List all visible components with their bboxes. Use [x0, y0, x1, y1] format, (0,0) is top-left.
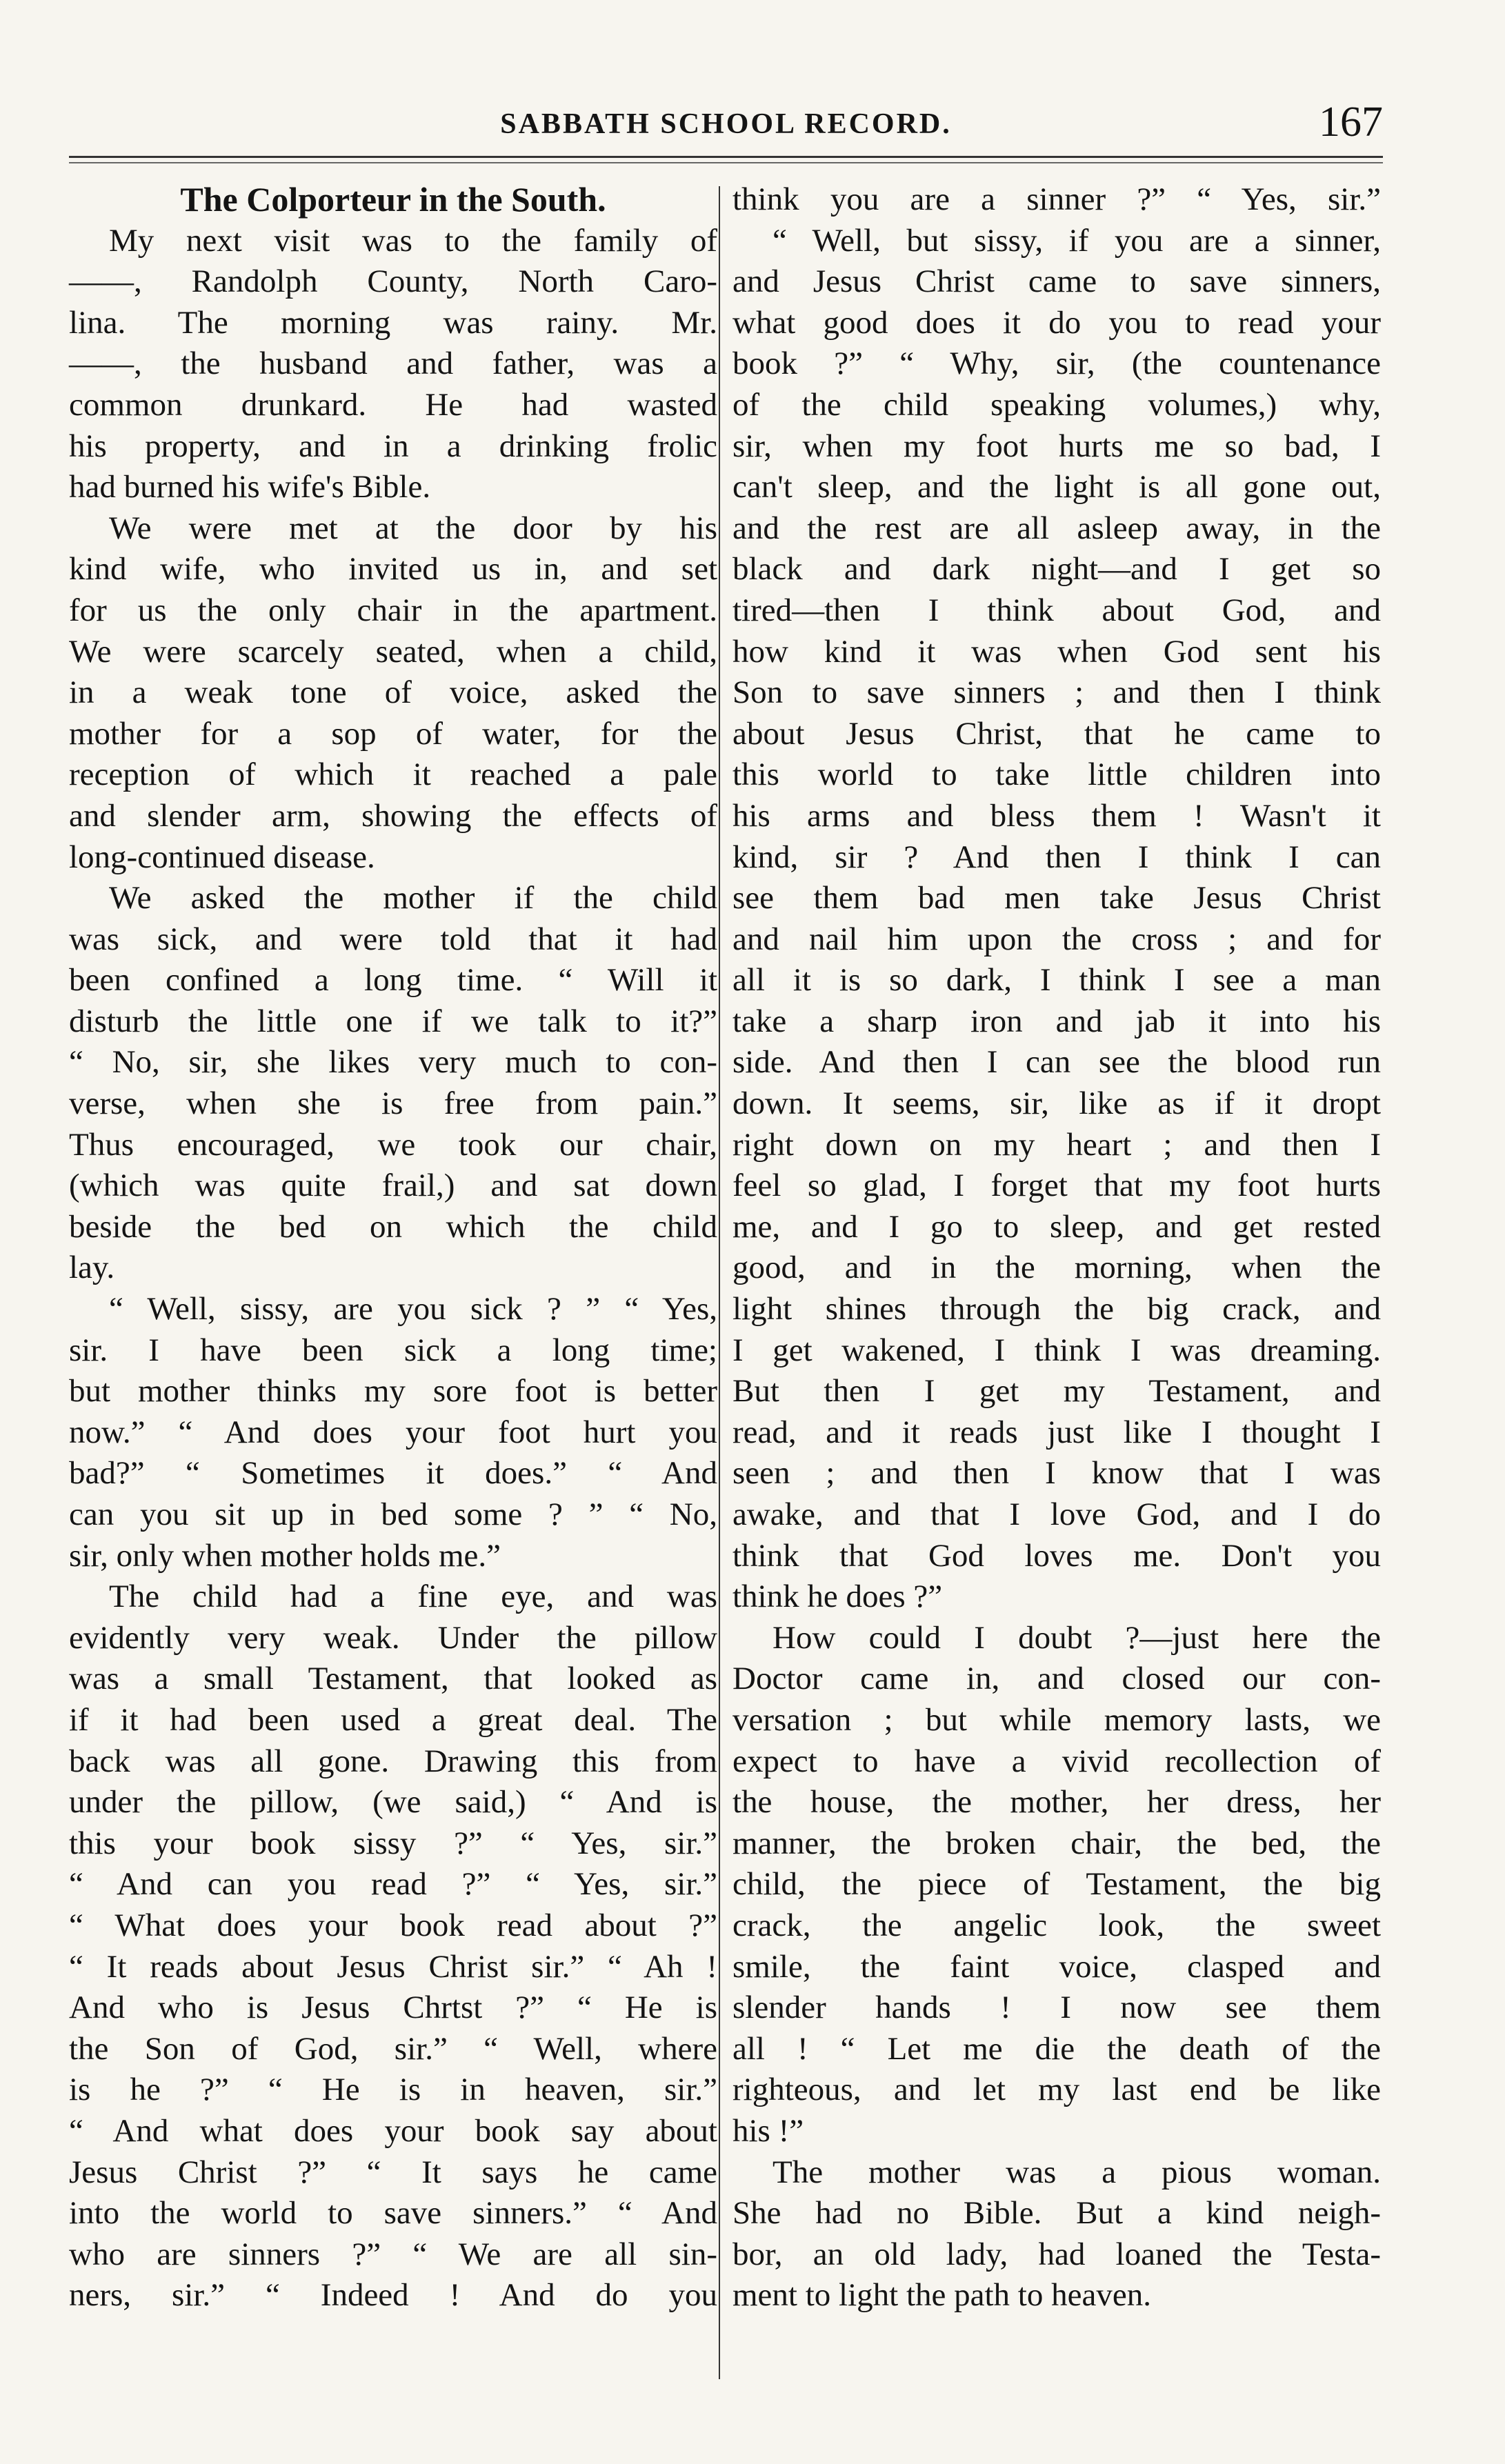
- header-rule: [69, 156, 1383, 163]
- right-column: [732, 179, 1381, 2316]
- text-line: The mother was a pious woman.: [773, 2154, 1381, 2190]
- text-line: book ?” “ Why, sir, (the countenance: [732, 345, 1381, 382]
- text-line: reception of which it reached a pale: [69, 757, 717, 793]
- text-line: black and dark night—and I get so: [732, 551, 1381, 588]
- text-line: Thus encouraged, we took our chair,: [69, 1126, 717, 1163]
- text-line: of the child speaking volumes,) why,: [732, 386, 1381, 423]
- text-line: Doctor came in, and closed our con-: [732, 1661, 1381, 1697]
- text-line: this your book sissy ?” “ Yes, sir.”: [69, 1825, 717, 1861]
- text-line: had burned his wife's Bible.: [69, 469, 431, 505]
- text-line: (which was quite frail,) and sat down: [69, 1168, 717, 1204]
- text-line: was sick, and were told that it had: [69, 921, 717, 957]
- text-line: under the pillow, (we said,) “ And is: [69, 1784, 717, 1821]
- text-line: his !”: [732, 2112, 804, 2149]
- text-line: disturb the little one if we talk to it?”: [69, 1003, 717, 1039]
- text-line: “ And can you read ?” “ Yes, sir.”: [69, 1866, 717, 1903]
- text-line: take a sharp iron and jab it into his: [732, 1003, 1381, 1039]
- text-line: kind, sir ? And then I think I can: [732, 839, 1381, 875]
- text-line: all it is so dark, I think I see a man: [732, 962, 1381, 999]
- text-line: ners, sir.” “ Indeed ! And do you: [69, 2277, 717, 2314]
- text-line: his property, and in a drinking frolic: [69, 428, 717, 464]
- text-line: what good does it do you to read your: [732, 304, 1381, 341]
- text-line: the house, the mother, her dress, her: [732, 1784, 1381, 1821]
- text-line: slender hands ! I now see them: [732, 1990, 1381, 2026]
- page-number: 167: [1319, 99, 1383, 146]
- text-line: manner, the broken chair, the bed, the: [732, 1825, 1381, 1861]
- text-line: We were scarcely seated, when a child,: [69, 633, 717, 670]
- text-line: into the world to save sinners.” “ And: [69, 2195, 717, 2232]
- text-line: and slender arm, showing the effects of: [69, 797, 717, 834]
- text-line: lay.: [69, 1250, 115, 1286]
- text-line: “ Well, but sissy, if you are a sinner,: [773, 222, 1381, 259]
- text-line: kind wife, who invited us in, and set: [69, 551, 717, 588]
- text-line: Son to save sinners ; and then I think: [732, 674, 1381, 711]
- text-line: think you are a sinner ?” “ Yes, sir.”: [732, 181, 1381, 217]
- text-line: if it had been used a great deal. The: [69, 1701, 717, 1738]
- text-line: child, the piece of Testament, the big: [732, 1866, 1381, 1903]
- text-line: sir, only when mother holds me.”: [69, 1537, 501, 1574]
- text-line: feel so glad, I forget that my foot hurts: [732, 1168, 1381, 1204]
- text-line: about Jesus Christ, that he came to: [732, 715, 1381, 752]
- text-line: bor, an old lady, had loaned the Testa-: [732, 2236, 1381, 2272]
- text-line: in a weak tone of voice, asked the: [69, 674, 717, 711]
- text-line: see them bad men take Jesus Christ: [732, 880, 1381, 917]
- text-line: mother for a sop of water, for the: [69, 715, 717, 752]
- text-line: She had no Bible. But a kind neigh-: [732, 2195, 1381, 2232]
- text-line: light shines through the big crack, and: [732, 1291, 1381, 1328]
- text-line: versation ; but while memory lasts, we: [732, 1701, 1381, 1738]
- text-line: this world to take little children into: [732, 757, 1381, 793]
- text-line: been confined a long time. “ Will it: [69, 962, 717, 999]
- text-line: think he does ?”: [732, 1579, 943, 1615]
- text-line: crack, the angelic look, the sweet: [732, 1907, 1381, 1943]
- text-line: was a small Testament, that looked as: [69, 1661, 717, 1697]
- text-line: and nail him upon the cross ; and for: [732, 921, 1381, 957]
- text-line: “ Well, sissy, are you sick ? ” “ Yes,: [109, 1291, 717, 1328]
- text-line: The child had a fine eye, and was: [109, 1579, 717, 1615]
- text-line: for us the only chair in the apartment.: [69, 592, 717, 628]
- right-column-text: [732, 179, 1381, 2316]
- text-line: long-continued disease.: [69, 839, 375, 875]
- text-line: the Son of God, sir.” “ Well, where: [69, 2030, 717, 2067]
- page-header: [69, 99, 1383, 159]
- text-line: can you sit up in bed some ? ” “ No,: [69, 1496, 717, 1532]
- left-column-text: [69, 221, 717, 2316]
- text-line: is he ?” “ He is in heaven, sir.”: [69, 2072, 717, 2108]
- text-line: me, and I go to sleep, and get rested: [732, 1208, 1381, 1245]
- text-line: read, and it reads just like I thought I: [732, 1414, 1381, 1450]
- text-line: lina. The morning was rainy. Mr.: [69, 304, 717, 341]
- text-line: bad?” “ Sometimes it does.” “ And: [69, 1455, 717, 1492]
- text-line: side. And then I can see the blood run: [732, 1044, 1381, 1081]
- text-line: right down on my heart ; and then I: [732, 1126, 1381, 1163]
- text-line: We were met at the door by his: [109, 510, 717, 546]
- left-column: [69, 179, 717, 2316]
- text-line: tired—then I think about God, and: [732, 592, 1381, 628]
- text-line: and the rest are all asleep away, in the: [732, 510, 1381, 546]
- text-line: My next visit was to the family of: [109, 222, 717, 259]
- text-line: all ! “ Let me die the death of the: [732, 2030, 1381, 2067]
- text-line: smile, the faint voice, clasped and: [732, 1948, 1381, 1985]
- text-line: but mother thinks my sore foot is better: [69, 1373, 717, 1410]
- text-line: And who is Jesus Chrtst ?” “ He is: [69, 1990, 717, 2026]
- text-line: Jesus Christ ?” “ It says he came: [69, 2154, 717, 2190]
- text-line: expect to have a vivid recollection of: [732, 1743, 1381, 1779]
- text-line: sir, when my foot hurts me so bad, I: [732, 428, 1381, 464]
- text-line: think that God loves me. Don't you: [732, 1537, 1381, 1574]
- text-line: evidently very weak. Under the pillow: [69, 1619, 717, 1656]
- text-line: verse, when she is free from pain.”: [69, 1085, 717, 1122]
- text-line: good, and in the morning, when the: [732, 1250, 1381, 1286]
- text-line: sir. I have been sick a long time;: [69, 1332, 717, 1368]
- text-line: beside the bed on which the child: [69, 1208, 717, 1245]
- text-line: common drunkard. He had wasted: [69, 386, 717, 423]
- text-line: awake, and that I love God, and I do: [732, 1496, 1381, 1532]
- text-line: can't sleep, and the light is all gone out,: [732, 469, 1381, 505]
- text-line: “ What does your book read about ?”: [69, 1907, 717, 1943]
- text-line: How could I doubt ?—just here the: [773, 1619, 1381, 1656]
- text-line: now.” “ And does your foot hurt you: [69, 1414, 717, 1450]
- text-line: “ And what does your book say about: [69, 2112, 717, 2149]
- text-line: ——, the husband and father, was a: [69, 345, 717, 382]
- article-title: The Colporteur in the South.: [180, 180, 606, 219]
- text-line: But then I get my Testament, and: [732, 1373, 1381, 1410]
- text-line: seen ; and then I know that I was: [732, 1455, 1381, 1492]
- text-line: who are sinners ?” “ We are all sin-: [69, 2236, 717, 2272]
- text-line: “ It reads about Jesus Christ sir.” “ Ah !: [69, 1948, 717, 1985]
- text-line: down. It seems, sir, like as if it dropt: [732, 1085, 1381, 1122]
- text-line: ment to light the path to heaven.: [732, 2277, 1151, 2314]
- text-line: how kind it was when God sent his: [732, 633, 1381, 670]
- text-line: We asked the mother if the child: [109, 880, 717, 917]
- text-line: his arms and bless them ! Wasn't it: [732, 797, 1381, 834]
- text-line: ——, Randolph County, North Caro-: [69, 263, 717, 300]
- text-line: righteous, and let my last end be like: [732, 2072, 1381, 2108]
- text-line: “ No, sir, she likes very much to con-: [69, 1044, 717, 1081]
- text-line: back was all gone. Drawing this from: [69, 1743, 717, 1779]
- column-divider: [719, 186, 720, 2379]
- text-line: I get wakened, I think I was dreaming.: [732, 1332, 1381, 1368]
- text-line: and Jesus Christ came to save sinners,: [732, 263, 1381, 300]
- running-title: SABBATH SCHOOL RECORD.: [500, 108, 952, 140]
